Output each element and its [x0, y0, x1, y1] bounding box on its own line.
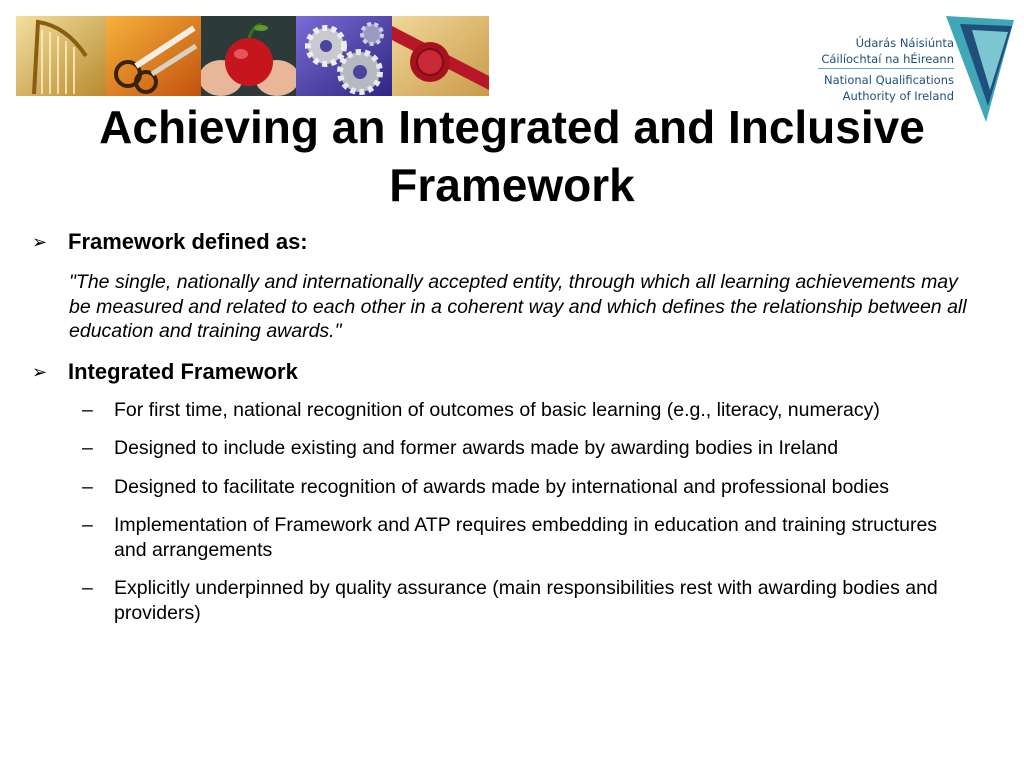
list-item-text: Implementation of Framework and ATP requires embedding in education and training structures and arrangements [114, 514, 938, 561]
scissors-icon [106, 16, 201, 96]
list-item [82, 398, 992, 423]
dash-bullet: – [82, 398, 93, 421]
header-banner [16, 16, 489, 96]
bullet-integrated-framework [32, 358, 992, 386]
logo-english-line-2: Authority of Ireland [842, 88, 954, 103]
logo-irish-line-2: Cáilíochtaí na hÉireann [821, 51, 954, 66]
slide-title [0, 98, 1024, 214]
slide-content [32, 228, 992, 639]
logo-text [821, 36, 954, 104]
list-item-text: Designed to facilitate recognition of awards made by international and professional bodies [114, 475, 890, 498]
slide-title-line-2: Framework [389, 159, 635, 211]
bullet-label: Integrated Framework [68, 358, 298, 384]
integrated-framework-list [82, 398, 992, 626]
list-item [82, 513, 992, 562]
apple-icon [201, 16, 296, 96]
logo-divider [818, 68, 954, 69]
seal-icon [392, 16, 489, 96]
bullet-framework-defined [32, 228, 992, 256]
list-item [82, 475, 992, 500]
framework-definition-quote: "The single, nationally and internationally accepted entity, through which all learning achievements may be measured and related to each other in a coherent way and which defines the relationship between all education and training awards." [69, 271, 967, 342]
logo-irish-line-1: Údarás Náisiúnta [855, 36, 954, 50]
bullet-label: Framework defined as: [68, 229, 308, 254]
list-item-text: For first time, national recognition of outcomes of basic learning (e.g., literacy, numeracy) [114, 398, 880, 421]
list-item-text: Explicitly underpinned by quality assurance (main responsibilities rest with awarding bodies and providers) [114, 577, 938, 624]
dash-bullet: – [82, 577, 93, 599]
arrow-bullet-icon: ➢ [32, 232, 48, 252]
dash-bullet: – [82, 514, 93, 536]
slide-title-line-1: Achieving an Integrated and Inclusive [99, 101, 925, 153]
dash-bullet: – [82, 475, 93, 498]
list-item [82, 576, 992, 625]
dash-bullet: – [82, 437, 93, 459]
list-item-text: Designed to include existing and former awards made by awarding bodies in Ireland [114, 437, 839, 459]
logo-english-line-1: National Qualifications [824, 73, 954, 87]
list-item [82, 436, 992, 461]
harp-icon [16, 16, 106, 96]
gears-icon [296, 16, 392, 96]
arrow-bullet-icon: ➢ [32, 361, 48, 382]
